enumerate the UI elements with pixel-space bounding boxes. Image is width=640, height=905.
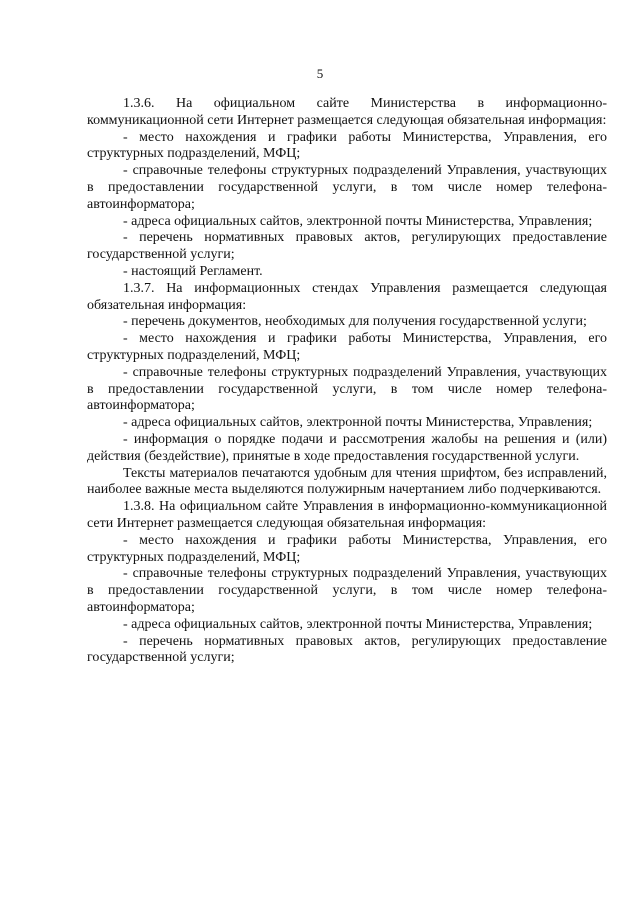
list-item: - адреса официальных сайтов, электронной почты Министерства, Управления; xyxy=(123,213,593,229)
document-body xyxy=(87,96,607,667)
list-item: - место нахождения и графики работы Министерства, Управления, его структурных подразделений, МФЦ; xyxy=(87,331,607,363)
list-item: - справочные телефоны структурных подразделений Управления, участвующих в предоставлении государственной услуги, в том числе номер телефона-автоинформатора; xyxy=(87,163,607,212)
list-item: - место нахождения и графики работы Министерства, Управления, его структурных подразделений, МФЦ; xyxy=(87,129,607,162)
list-item: - перечень нормативных правовых актов, регулирующих предоставление государственной услуги; xyxy=(87,633,607,666)
list-item: - адреса официальных сайтов, электронной почты Министерства, Управления; xyxy=(123,616,593,632)
list-item: - место нахождения и графики работы Министерства, Управления, его структурных подразделений, МФЦ; xyxy=(87,532,607,565)
section-1-3-8-intro: 1.3.8. На официальном сайте Управления в информационно-коммуникационной сети Интернет размещается следующая обязательная информация: xyxy=(87,499,607,531)
page-number: 5 xyxy=(316,66,324,81)
list-item: - справочные телефоны структурных подразделений Управления, участвующих в предоставлении государственной услуги, в том числе номер телефона-автоинформатора; xyxy=(87,364,607,414)
list-item: - адреса официальных сайтов, электронной почты Министерства, Управления; xyxy=(123,415,593,431)
list-item: - справочные телефоны структурных подразделений Управления, участвующих в предоставлении государственной услуги, в том числе номер телефона-автоинформатора; xyxy=(87,566,607,615)
list-item: - перечень нормативных правовых актов, регулирующих предоставление государственной услуги; xyxy=(87,230,607,263)
materials-note: Тексты материалов печатаются удобным для чтения шрифтом, без исправлений, наиболее важные места выделяются полужирным начертанием либо подчеркиваются. xyxy=(87,465,607,498)
list-item: - перечень документов, необходимых для получения государственной услуги; xyxy=(123,314,587,330)
section-1-3-6-intro: 1.3.6. На официальном сайте Министерства в информационно-коммуникационной сети Интернет размещается следующая обязательная информация: xyxy=(87,96,607,128)
section-1-3-7-intro: 1.3.7. На информационных стендах Управления размещается следующая обязательная информация: xyxy=(87,280,607,313)
list-item: - информация о порядке подачи и рассмотрения жалобы на решения и (или) действия (бездействие), принятые в ходе предоставления государственной услуги. xyxy=(87,431,607,464)
list-item: - настоящий Регламент. xyxy=(123,263,263,279)
